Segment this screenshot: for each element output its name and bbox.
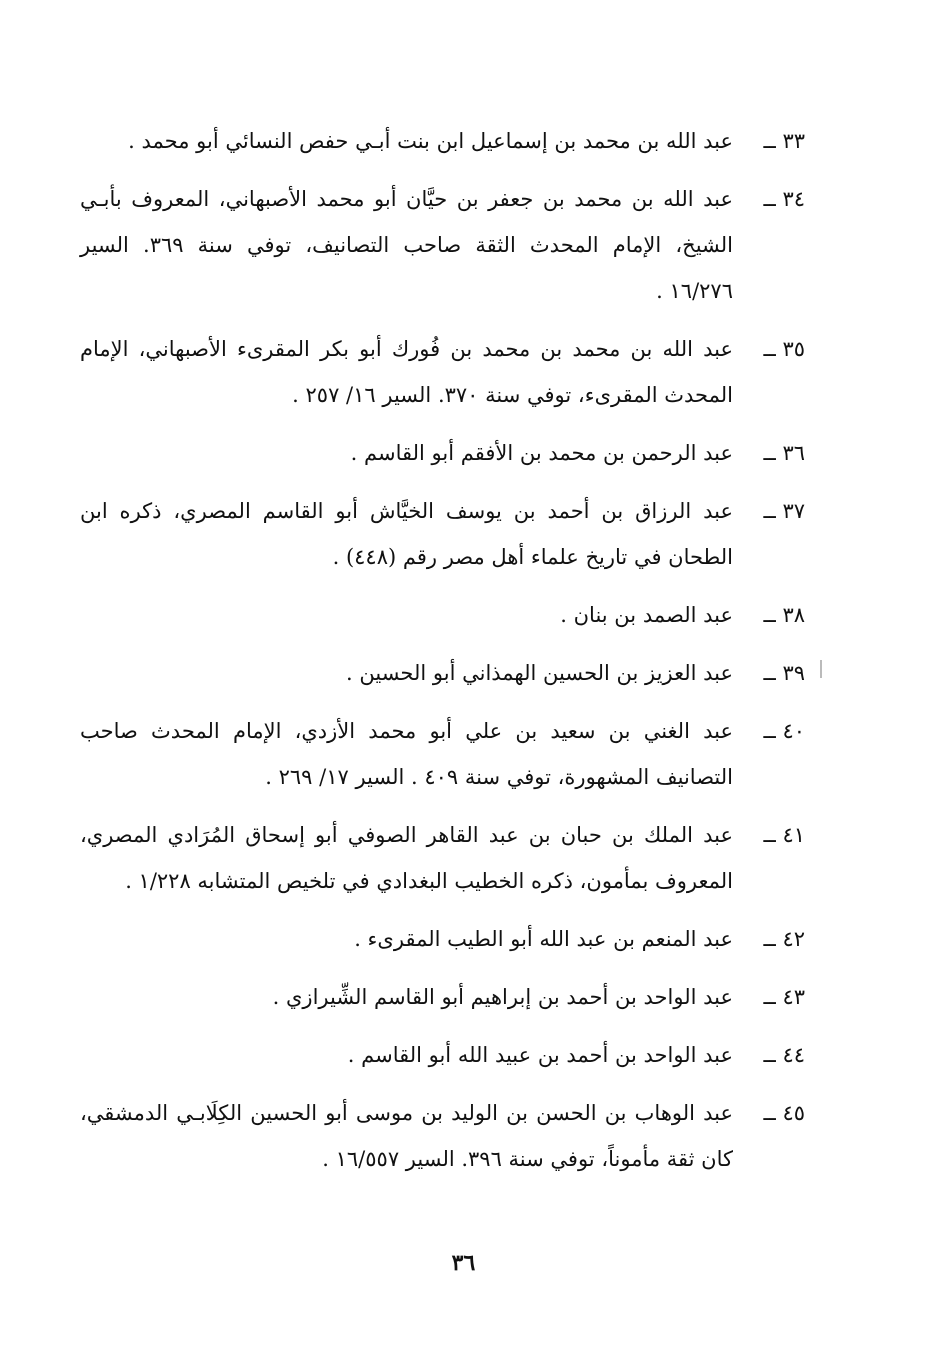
- entry-text: عبد الله بن محمد بن إسماعيل ابن بنت أبـي حفص النسائي أبو محمد .: [128, 129, 733, 153]
- list-item: [80, 592, 805, 638]
- entry-text: عبد الصمد بن بنان .: [560, 603, 733, 627]
- entry-text: عبد الواحد بن أحمد بن إبراهيم أبو القاسم الشِّيرازي .: [272, 985, 733, 1009]
- entry-text: عبد الله بن محمد بن جعفر بن حيَّان أبو محمد الأصبهاني، المعروف بأبـي الشيخ، الإمام المحدث الثقة صاحب التصانيف، توفي سنة ٣٦٩. السير ١٦/٢٧٦ .: [80, 187, 733, 303]
- margin-mark: [820, 660, 822, 678]
- entry-text: عبد الرحمن بن محمد بن الأفقم أبو القاسم .: [350, 441, 733, 465]
- list-item: [80, 974, 805, 1020]
- list-item: [80, 176, 805, 314]
- entry-number: ٣٥ ــ: [763, 337, 805, 361]
- entry-number: ٣٦ ــ: [763, 441, 805, 465]
- biography-list: [80, 118, 805, 1182]
- entry-text: عبد المنعم بن عبد الله أبو الطيب المقرىء .: [354, 927, 733, 951]
- entry-text: عبد الله بن محمد بن محمد بن فُورك أبو بكر المقرىء الأصبهاني، الإمام المحدث المقرىء، توفي سنة ٣٧٠. السير ١٦/ ٢٥٧ .: [80, 337, 733, 407]
- entry-number: ٤٥ ــ: [763, 1101, 805, 1125]
- entry-number: ٣٩ ــ: [763, 661, 805, 685]
- list-item: [80, 650, 805, 696]
- entry-text: عبد الغني بن سعيد بن علي أبو محمد الأزدي، الإمام المحدث صاحب التصانيف المشهورة، توفي سنة ٤٠٩ . السير ١٧/ ٢٦٩ .: [80, 719, 733, 789]
- entry-number: ٤٠ ــ: [763, 719, 805, 743]
- list-item: [80, 1032, 805, 1078]
- entry-number: ٣٣ ــ: [763, 129, 805, 153]
- list-item: [80, 1090, 805, 1182]
- entry-text: عبد العزيز بن الحسين الهمذاني أبو الحسين .: [346, 661, 733, 685]
- entry-text: عبد الواحد بن أحمد بن عبيد الله أبو القاسم .: [347, 1043, 733, 1067]
- entry-number: ٣٧ ــ: [763, 499, 805, 523]
- list-item: [80, 118, 805, 164]
- list-item: [80, 326, 805, 418]
- entry-text: عبد الوهاب بن الحسن بن الوليد بن موسى أبو الحسين الكِلَابـي الدمشقي، كان ثقة مأموناً، توفي سنة ٣٩٦. السير ١٦/٥٥٧ .: [80, 1101, 733, 1171]
- entry-number: ٤٣ ــ: [763, 985, 805, 1009]
- list-item: [80, 916, 805, 962]
- list-item: [80, 708, 805, 800]
- list-item: [80, 430, 805, 476]
- entry-number: ٣٤ ــ: [763, 187, 805, 211]
- list-item: [80, 488, 805, 580]
- entry-number: ٣٨ ــ: [763, 603, 805, 627]
- list-item: [80, 812, 805, 904]
- page-number: ٣٦: [451, 1250, 476, 1276]
- entry-number: ٤١ ــ: [763, 823, 805, 847]
- entry-text: عبد الرزاق بن أحمد بن يوسف الخيَّاش أبو القاسم المصري، ذكره ابن الطحان في تاريخ علماء أهل مصر رقم (٤٤٨) .: [80, 499, 733, 569]
- entry-number: ٤٢ ــ: [763, 927, 805, 951]
- entry-number: ٤٤ ــ: [763, 1043, 805, 1067]
- entry-text: عبد الملك بن حبان بن عبد القاهر الصوفي أبو إسحاق المُرَادي المصري، المعروف بمأمون، ذكره الخطيب البغدادي في تلخيص المتشابه ١/٢٢٨ .: [80, 823, 733, 893]
